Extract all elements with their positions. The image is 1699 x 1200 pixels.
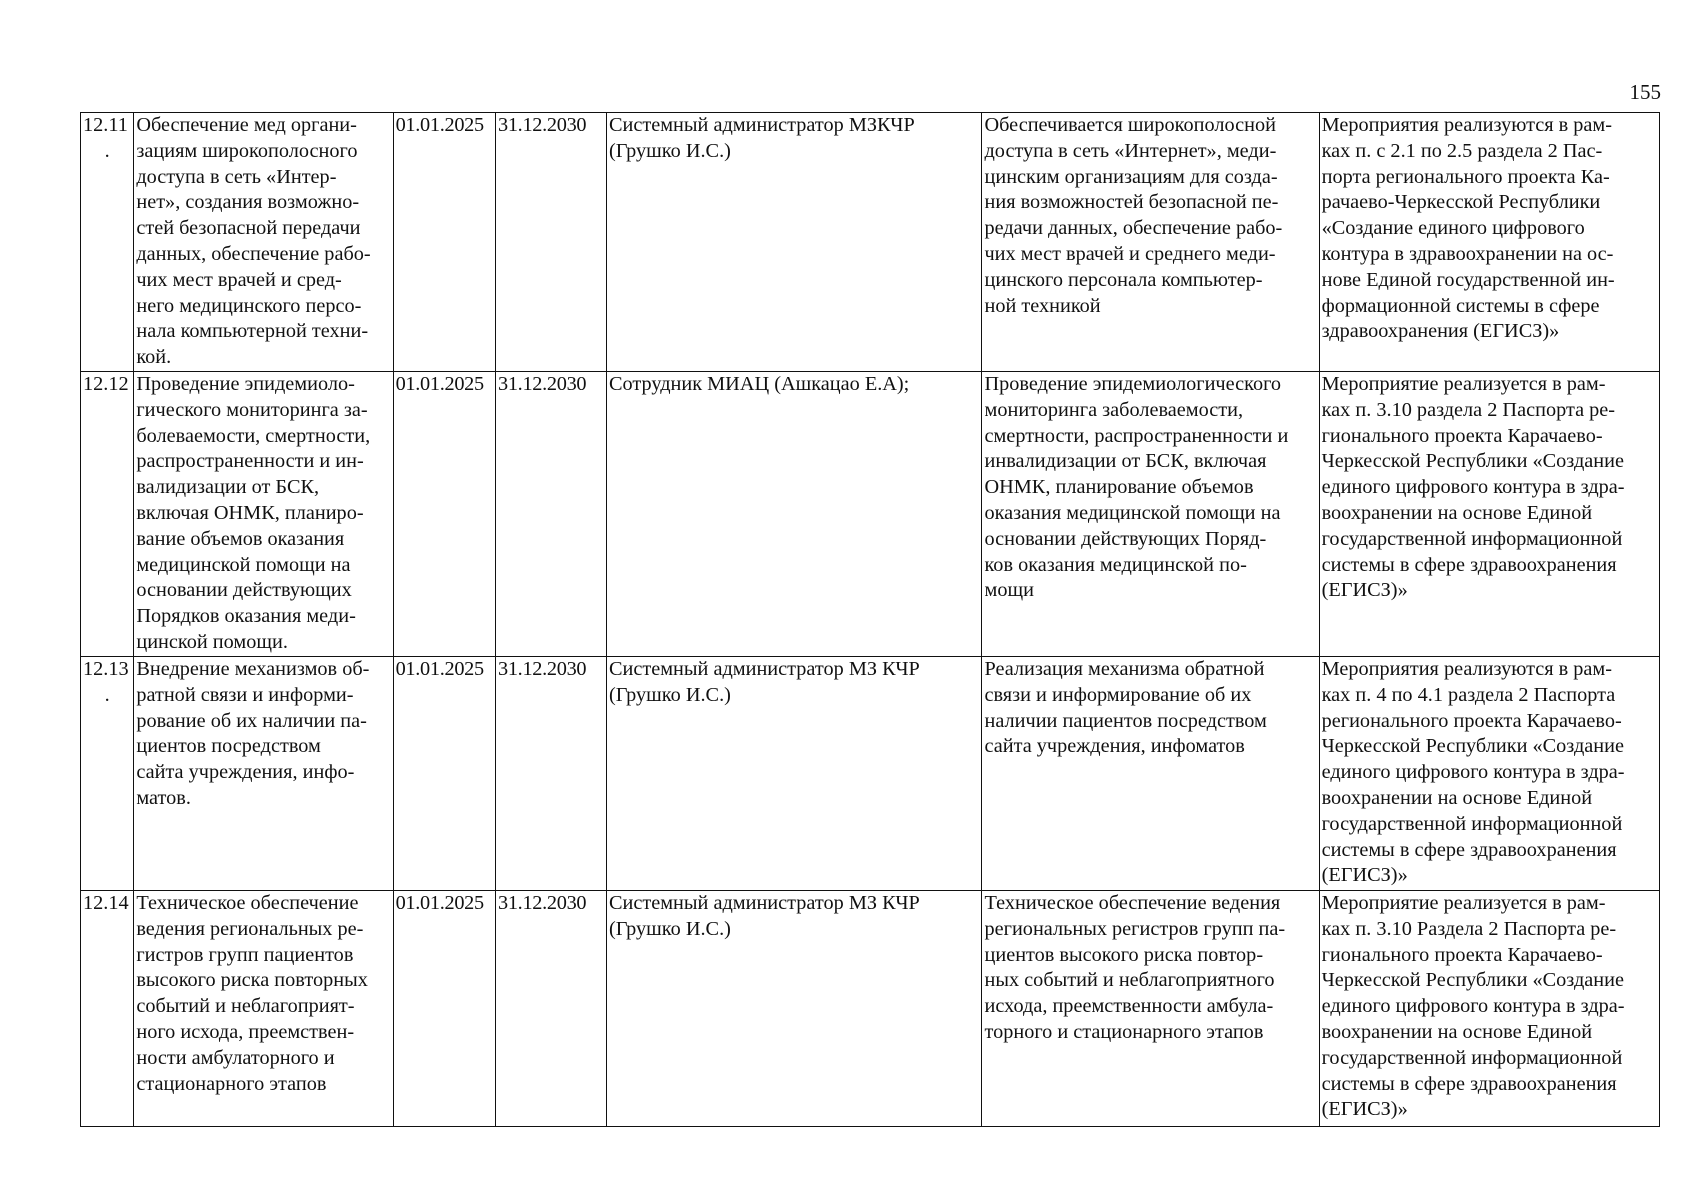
result-cell: Реализация механизма обратной связи и информирование об их наличии пациентов посредством сайта учреждения, инфоматов — [982, 657, 1319, 891]
measure-cell: Внедрение механизмов об- ратной связи и информи- рование об их наличии па- циентов посредством сайта учреждения, инфо- матов. — [134, 657, 393, 891]
result-cell: Проведение эпидемиологического мониторинга заболеваемости, смертности, распространенности и инвалидизации от БСК, включая ОНМК, планирование объемов оказания медицинской помощи на основании действующих Поряд- ков оказания медицинской по- мощи — [982, 372, 1319, 657]
row-number: 12.14 — [83, 892, 129, 914]
row-number: 12.13 — [83, 658, 129, 680]
row-number-cell — [81, 113, 134, 372]
row-number: 12.12 — [83, 373, 129, 395]
end-date-cell: 31.12.2030 — [496, 372, 607, 657]
table-row — [81, 113, 1660, 372]
result-cell: Обеспечивается широкополосной доступа в сеть «Интернет», меди- цинским организациям для созда- ния возможностей безопасной пе- редачи данных, обеспечение рабо- чих мест врачей и среднего меди- цинского персонала компьютер- ной техникой — [982, 113, 1319, 372]
responsible-cell: Системный администратор МЗКЧР (Грушко И.С.) — [606, 113, 982, 372]
measure-cell: Проведение эпидемиоло- гического мониторинга за- болеваемости, смертности, распространенности и ин- валидизации от БСК, включая ОНМК, планиро- вание объемов оказания медицинской помощи на основании действующих Порядков оказания меди- цинской помощи. — [134, 372, 393, 657]
row-number-cell — [81, 657, 134, 891]
responsible-cell: Системный администратор МЗ КЧР (Грушко И.С.) — [606, 657, 982, 891]
measure-cell: Техническое обеспечение ведения региональных ре- гистров групп пациентов высокого риска повторных событий и неблагоприят- ного исхода, преемствен- ности амбулаторного и стационарного этапов — [134, 891, 393, 1127]
note-cell: Мероприятия реализуются в рам- ках п. с 2.1 по 2.5 раздела 2 Пас- порта регионального проекта Ка- рачаево-Черкесской Республики «Создание единого цифрового контура в здравоохранении на ос- нове Единой государственной ин- формационной системы в сфере здравоохранения (ЕГИСЗ)» — [1319, 113, 1659, 372]
end-date-cell: 31.12.2030 — [496, 891, 607, 1127]
row-number-suffix: . — [104, 683, 110, 706]
start-date-cell: 01.01.2025 — [393, 113, 495, 372]
result-cell: Техническое обеспечение ведения региональных регистров групп па- циентов высокого риска повтор- ных событий и неблагоприятного исхода, преемственности амбула- торного и стационарного этапов — [982, 891, 1319, 1127]
start-date-cell: 01.01.2025 — [393, 657, 495, 891]
page-number: 155 — [1629, 80, 1661, 104]
row-number-cell — [81, 891, 134, 1127]
note-cell: Мероприятия реализуются в рам- ках п. 4 по 4.1 раздела 2 Паспорта регионального проекта Карачаево- Черкесской Республики «Создание единого цифрового контура в здра- воохранении на основе Единой государственной информационной системы в сфере здравоохранения (ЕГИСЗ)» — [1319, 657, 1659, 891]
responsible-cell: Сотрудник МИАЦ (Ашкацао Е.А); — [606, 372, 982, 657]
start-date-cell: 01.01.2025 — [393, 891, 495, 1127]
measures-table-body — [81, 113, 1660, 1127]
note-cell: Мероприятие реализуется в рам- ках п. 3.10 Раздела 2 Паспорта ре- гионального проекта Карачаево- Черкесской Республики «Создание единого цифрового контура в здра- воохранении на основе Единой государственной информационной системы в сфере здравоохранения (ЕГИСЗ)» — [1319, 891, 1659, 1127]
table-row — [81, 372, 1660, 657]
row-number-suffix: . — [104, 139, 110, 162]
measure-cell: Обеспечение мед органи- зациям широкополосного доступа в сеть «Интер- нет», создания возможно- стей безопасной передачи данных, обеспечение рабо- чих мест врачей и сред- него медицинского персо- нала компьютерной техни- кой. — [134, 113, 393, 372]
start-date-cell: 01.01.2025 — [393, 372, 495, 657]
end-date-cell: 31.12.2030 — [496, 113, 607, 372]
responsible-cell: Системный администратор МЗ КЧР (Грушко И.С.) — [606, 891, 982, 1127]
end-date-cell: 31.12.2030 — [496, 657, 607, 891]
row-number: 12.11 — [83, 114, 128, 136]
note-cell: Мероприятие реализуется в рам- ках п. 3.10 раздела 2 Паспорта ре- гионального проекта Карачаево- Черкесской Республики «Создание единого цифрового контура в здра- воохранении на основе Единой государственной информационной системы в сфере здравоохранения (ЕГИСЗ)» — [1319, 372, 1659, 657]
measures-table — [80, 112, 1660, 1127]
row-number-cell — [81, 372, 134, 657]
table-row — [81, 657, 1660, 891]
table-row — [81, 891, 1660, 1127]
